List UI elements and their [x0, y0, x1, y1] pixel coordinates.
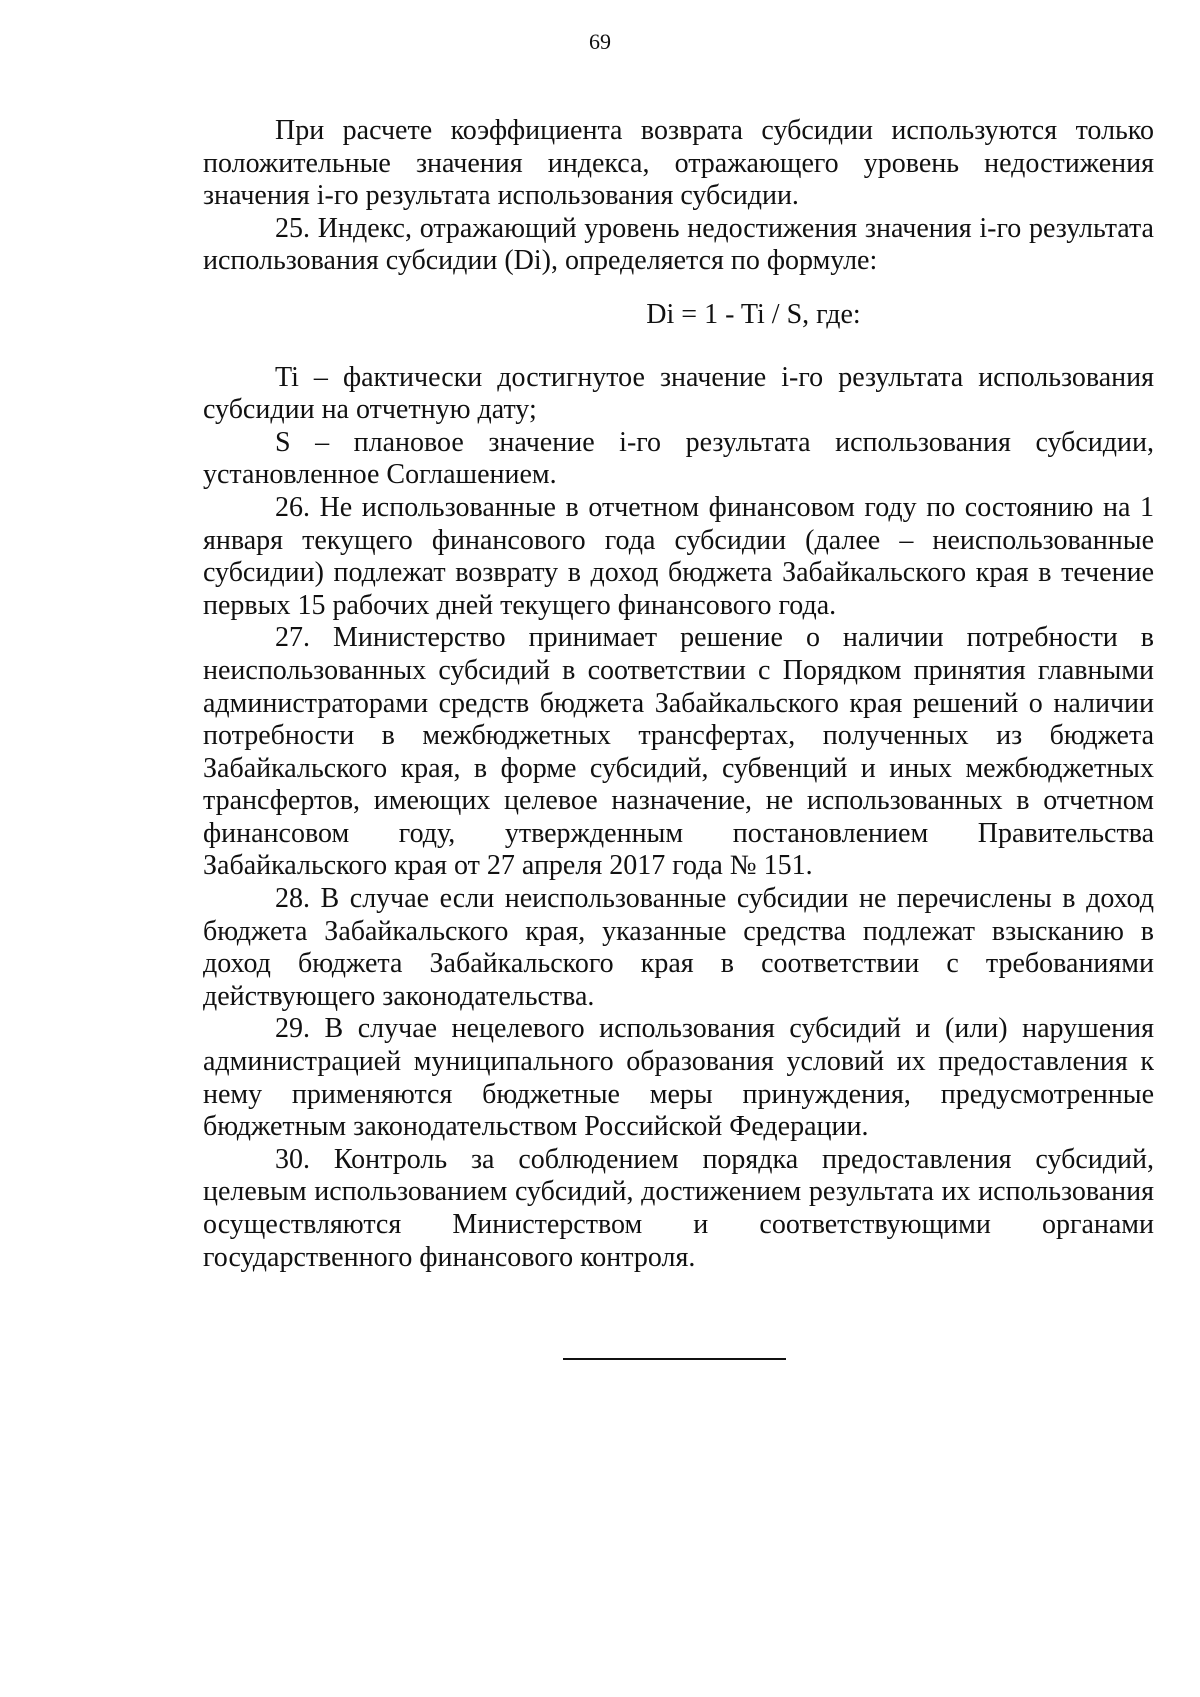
paragraph-26: 26. Не использованные в отчетном финансовом году по состоянию на 1 января текущего финансового года субсидии (далее – неиспользованные субсидии) подлежат возврату в доход бюджета Забайкальского края в течение первых 15 рабочих дней текущего финансового года. — [203, 491, 1154, 621]
page-number: 69 — [589, 29, 611, 54]
paragraph-25: 25. Индекс, отражающий уровень недостижения значения i-го результата использования субсидии (Di), определяется по формуле: — [203, 212, 1154, 277]
end-divider-line — [563, 1358, 786, 1360]
paragraph-27: 27. Министерство принимает решение о наличии потребности в неиспользованных субсидий в соответствии с Порядком принятия главными администраторами средств бюджета Забайкальского края решений о наличии потребности в межбюджетных трансфертах, полученных из бюджета Забайкальского края, в форме субсидий, субвенций и иных межбюджетных трансфертов, имеющих целевое назначение, не использованных в отчетном финансовом году, утвержденным постановлением Правительства Забайкальского края от 27 апреля 2017 года № 151. — [203, 622, 1154, 882]
document-body — [203, 115, 1154, 1274]
paragraph-30: 30. Контроль за соблюдением порядка предоставления субсидий, целевым использованием субсидий, достижением результата их использования осуществляются Министерством и соответствующими органами государственного финансового контроля. — [203, 1143, 1154, 1273]
paragraph-ti-definition: Ti – фактически достигнутое значение i-го результата использования субсидии на отчетную дату; — [203, 361, 1154, 426]
paragraph-s-definition: S – плановое значение i-го результата использования субсидии, установленное Соглашением. — [203, 426, 1154, 491]
paragraph-28: 28. В случае если неиспользованные субсидии не перечислены в доход бюджета Забайкальского края, указанные средства подлежат взысканию в доход бюджета Забайкальского края в соответствии с требованиями действующего законодательства. — [203, 883, 1154, 1012]
formula: Di = 1 - Ti / S, где: — [646, 298, 861, 330]
paragraph-29: 29. В случае нецелевого использования субсидий и (или) нарушения администрацией муниципального образования условий их предоставления к нему применяются бюджетные меры принуждения, предусмотренные бюджетным законодательством Российской Федерации. — [203, 1013, 1154, 1143]
paragraph-coefficient-note: При расчете коэффициента возврата субсидии используются только положительные значения индекса, отражающего уровень недостижения значения i-го результата использования субсидии. — [203, 115, 1154, 212]
